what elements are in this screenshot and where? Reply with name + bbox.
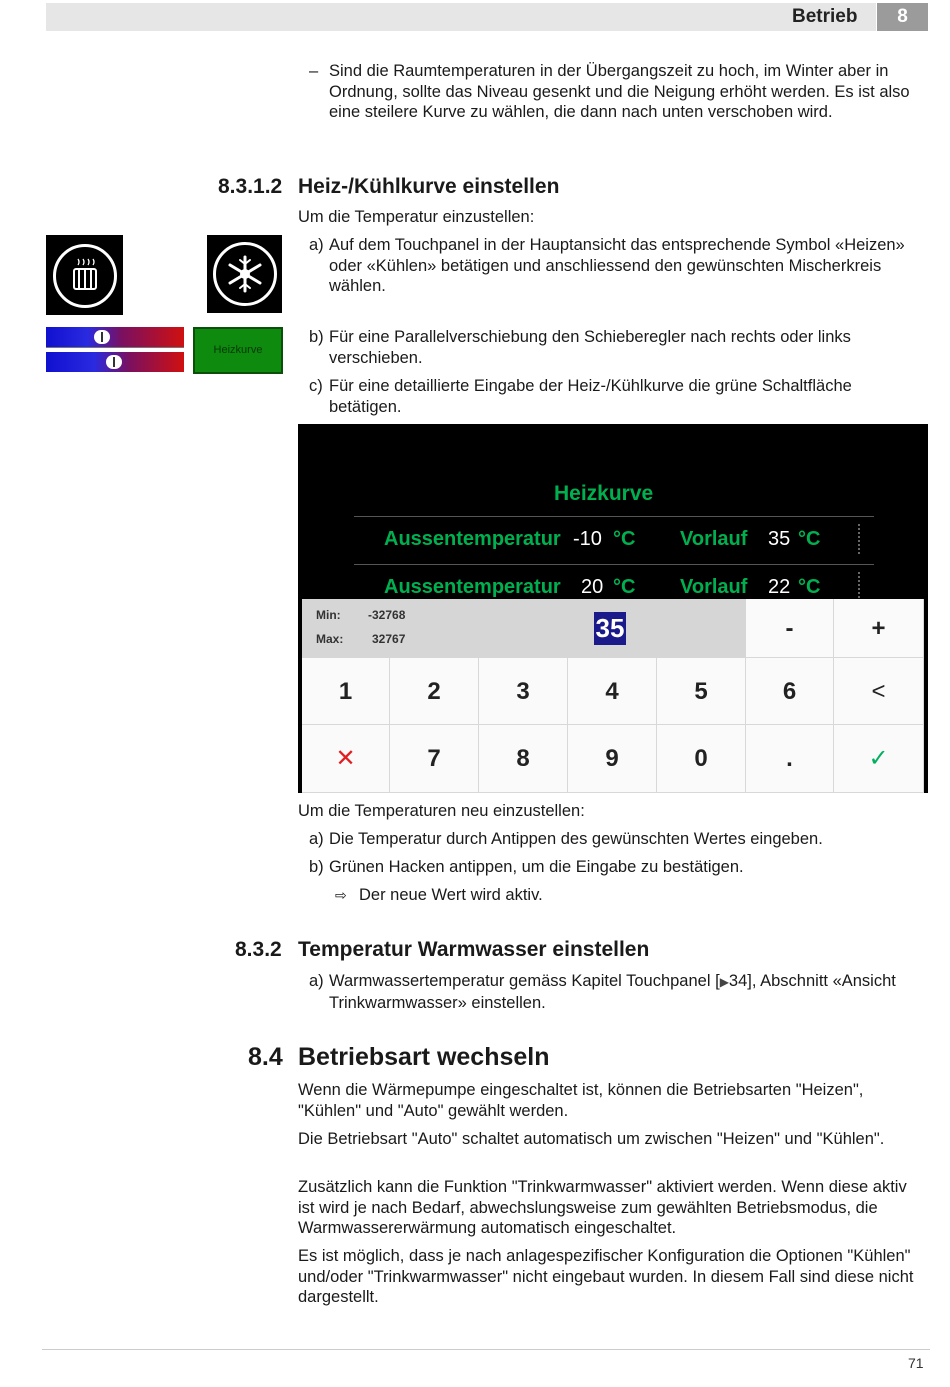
section-title: Heiz-/Kühlkurve einstellen [298,175,560,198]
outdoor-temp-label: Aussentemperatur [384,576,561,598]
step-label: a) [309,830,324,848]
key-8[interactable]: 8 [479,725,568,793]
step-label: c) [309,377,323,395]
paragraph: Es ist möglich, dass je nach anlagespezifischer Konfiguration die Optionen "Kühlen" und/oder "Trinkwarmwasser" nicht eingebaut wurden. In diesem Fall sind diese nicht dargestellt. [298,1247,914,1306]
unit: °C [613,576,636,598]
slider-divider [46,347,184,348]
step-label: a) [309,972,324,990]
section-number: 8.3.2 [235,938,282,961]
key-2[interactable]: 2 [390,658,479,725]
mixer-slider-2[interactable] [46,352,184,372]
backspace-key[interactable]: < [834,658,924,725]
step-text-part: Warmwassertemperatur gemäss Kapitel Touchpanel [ [329,972,720,990]
step-text: Die Temperatur durch Antippen des gewünschten Wertes eingeben. [329,830,823,848]
key-4[interactable]: 4 [568,658,657,725]
step-text: Für eine Parallelverschiebung den Schieberegler nach rechts oder links verschieben. [329,328,851,367]
section-title: Betriebsart wechseln [298,1043,550,1071]
key-0[interactable]: 0 [657,725,746,793]
heizkurve-button[interactable]: Heizkurve [193,327,283,374]
page-ref-arrow-icon: ▶ [719,975,729,989]
intro-text: Sind die Raumtemperaturen in der Übergangszeit zu hoch, im Winter aber in Ordnung, sollte das Niveau gesenkt und die Neigung erhöht werden. Es ist also eine steilere Kurve zu wählen, die dann nach unten verschoben wird. [329,62,910,121]
radiator-heat-icon [53,244,117,308]
result-arrow-icon: ⇨ [335,887,347,903]
key-6[interactable]: 6 [746,658,834,725]
flow-label: Vorlauf [680,528,748,550]
plus-key[interactable]: + [834,599,924,658]
decimal-key[interactable]: . [746,725,834,793]
step-label: b) [309,858,324,876]
outdoor-temp-label: Aussentemperatur [384,528,561,550]
flow-label: Vorlauf [680,576,748,598]
minus-key[interactable]: - [746,599,834,658]
outdoor-temp-value: 20 [581,576,604,598]
header-bar [46,3,876,31]
key-3[interactable]: 3 [479,658,568,725]
instruction-lead: Um die Temperaturen neu einzustellen: [298,802,585,820]
entry-value[interactable]: 35 [595,613,625,643]
page-ref[interactable]: 34 [728,972,748,990]
cool-symbol [207,235,282,313]
max-label: Max: [316,632,344,646]
mixer-slider-1[interactable] [46,327,184,347]
step-text [329,971,921,1013]
step-label: a) [309,236,324,254]
flow-value: 35 [768,528,791,550]
snowflake-icon [213,242,277,306]
cancel-key[interactable]: ✕ [302,725,390,793]
step-text-part: ], Abschnitt «Ansicht Trinkwarmwasser» einstellen. [329,972,896,1012]
result-text: Der neue Wert wird aktiv. [359,886,543,904]
footer-rule [42,1349,930,1350]
min-label: Min: [316,608,341,622]
unit: °C [798,576,821,598]
paragraph: Zusätzlich kann die Funktion "Trinkwarmwasser" aktiviert werden. Wenn diese aktiv ist wird je nach Bedarf, abwechslungsweise zum gewählten Betriebsmodus, die Warmwassererwärmung automatisch eingeschaltet. [298,1178,907,1237]
key-9[interactable]: 9 [568,725,657,793]
slider-handle[interactable] [106,355,122,369]
heat-symbol [46,235,123,315]
flow-value: 22 [768,576,791,598]
step-text: Für eine detaillierte Eingabe der Heiz-/Kühlkurve die grüne Schaltfläche betätigen. [329,377,852,416]
step-text: Auf dem Touchpanel in der Hauptansicht das entsprechende Symbol «Heizen» oder «Kühlen» betätigen und anschliessend den gewünschten Mischerkreis wählen. [329,236,905,295]
intro-dash: – [309,62,319,80]
screen-title: Heizkurve [554,482,654,505]
unit: °C [798,528,821,550]
section-lead: Um die Temperatur einzustellen: [298,208,535,226]
paragraph: Die Betriebsart "Auto" schaltet automatisch um zwischen "Heizen" und "Kühlen". [298,1130,885,1148]
max-value: 32767 [372,632,406,646]
confirm-key[interactable]: ✓ [834,725,924,793]
scrollbar[interactable] [858,524,868,554]
key-1[interactable]: 1 [302,658,390,725]
chapter-number: 8 [877,3,928,31]
keypad [302,599,924,793]
step-label: b) [309,328,324,346]
slider-handle[interactable] [94,330,110,344]
min-value: -32768 [368,608,406,622]
step-text: Grünen Hacken antippen, um die Eingabe zu bestätigen. [329,858,744,876]
page-number: 71 [908,1355,924,1371]
paragraph: Wenn die Wärmepumpe eingeschaltet ist, können die Betriebsarten "Heizen", "Kühlen" und "Auto" gewählt werden. [298,1081,864,1120]
section-number: 8.4 [248,1043,283,1071]
section-number: 8.3.1.2 [218,175,283,198]
divider [354,564,874,565]
chapter-title: Betrieb [792,6,858,27]
divider [354,516,874,517]
section-title: Temperatur Warmwasser einstellen [298,938,650,961]
touchpanel-screenshot [298,424,928,793]
unit: °C [613,528,636,550]
key-7[interactable]: 7 [390,725,479,793]
key-5[interactable]: 5 [657,658,746,725]
outdoor-temp-value: -10 [573,528,602,550]
scrollbar[interactable] [858,572,868,598]
